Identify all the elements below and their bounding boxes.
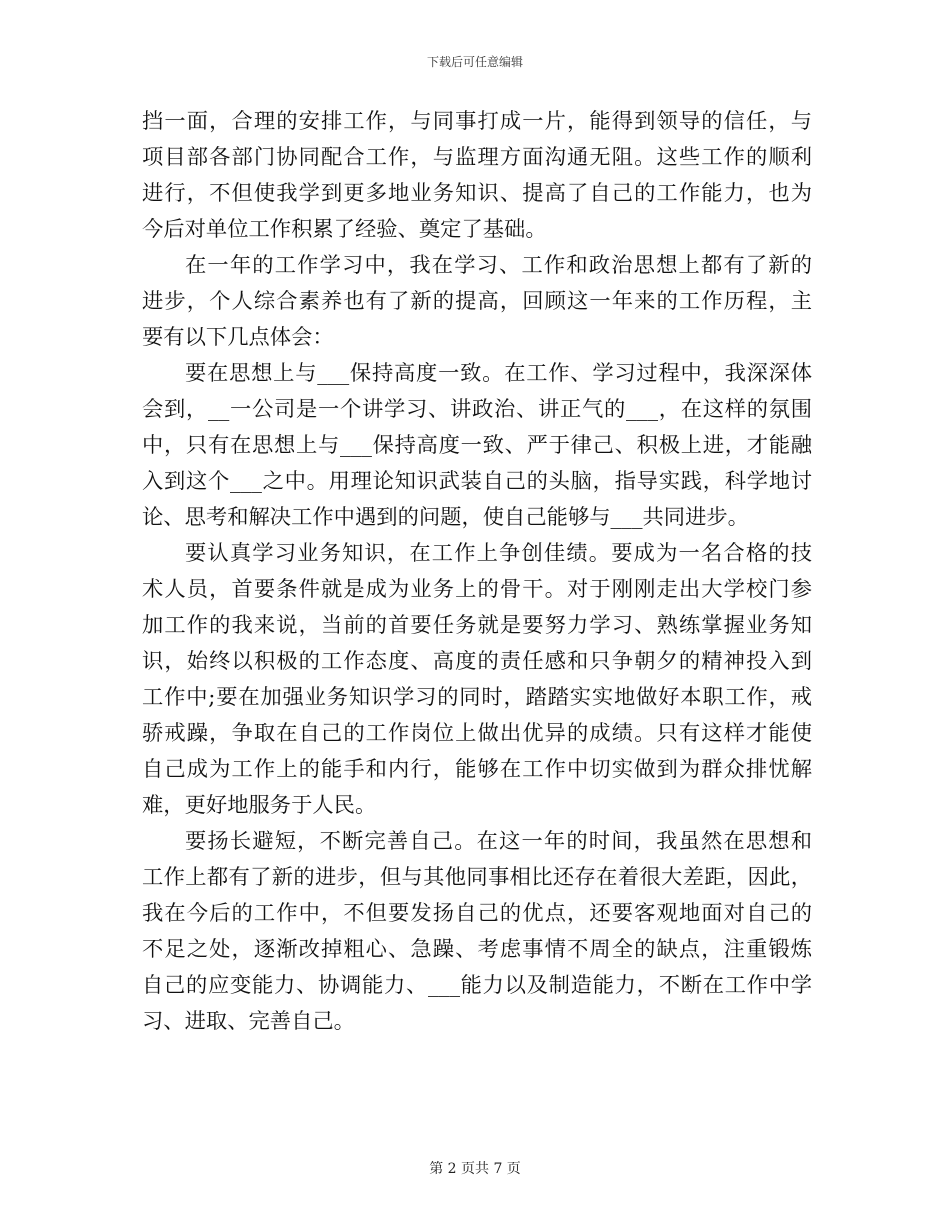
text-line: 要在思想上与___保持高度一致。在工作、学习过程中，我深深体 xyxy=(185,361,812,386)
paragraph xyxy=(142,104,812,248)
text-line: 在一年的工作学习中，我在学习、工作和政治思想上都有了新的 xyxy=(185,253,812,278)
text-line: 工作上都有了新的进步，但与其他同事相比还存在着很大差距，因此， xyxy=(142,865,812,890)
page-number-footer: 第 2 页共 7 页 xyxy=(429,1161,521,1177)
page-header: 下载后可任意编辑 xyxy=(426,55,523,69)
text-line: 今后对单位工作积累了经验、奠定了基础。 xyxy=(142,217,547,242)
text-line: 不足之处，逐渐改掉粗心、急躁、考虑事情不周全的缺点，注重锻炼 xyxy=(142,937,812,962)
text-line: 挡一面，合理的安排工作，与同事打成一片，能得到领导的信任，与 xyxy=(142,109,812,134)
paragraph xyxy=(142,536,812,824)
text-line: 自己成为工作上的能手和内行，能够在工作中切实做到为群众排忧解 xyxy=(142,757,812,782)
text-line: 识，始终以积极的工作态度、高度的责任感和只争朝夕的精神投入到 xyxy=(142,649,812,674)
text-line: 会到，__一公司是一个讲学习、讲政治、讲正气的___，在这样的氛围 xyxy=(142,397,812,422)
paragraph xyxy=(142,356,812,536)
text-line: 术人员，首要条件就是成为业务上的骨干。对于刚刚走出大学校门参 xyxy=(142,577,812,602)
text-line: 我在今后的工作中，不但要发扬自己的优点，还要客观地面对自己的 xyxy=(142,901,812,926)
text-line: 难，更好地服务于人民。 xyxy=(142,793,377,818)
text-line: 论、思考和解决工作中遇到的问题，使自己能够与___共同进步。 xyxy=(142,505,749,530)
text-line: 习、进取、完善自己。 xyxy=(142,1009,355,1034)
text-line: 中，只有在思想上与___保持高度一致、严于律己、积极上进，才能融 xyxy=(142,433,812,458)
text-line: 自己的应变能力、协调能力、___能力以及制造能力，不断在工作中学 xyxy=(142,973,812,998)
text-line: 加工作的我来说，当前的首要任务就是要努力学习、熟练掌握业务知 xyxy=(142,613,812,638)
text-line: 要认真学习业务知识，在工作上争创佳绩。要成为一名合格的技 xyxy=(185,541,812,566)
text-line: 要扬长避短，不断完善自己。在这一年的时间，我虽然在思想和 xyxy=(185,829,812,854)
text-line: 要有以下几点体会： xyxy=(142,325,334,350)
text-line: 工作中;要在加强业务知识学习的同时，踏踏实实地做好本职工作，戒 xyxy=(142,685,812,710)
text-line: 进步，个人综合素养也有了新的提高，回顾这一年来的工作历程，主 xyxy=(142,289,812,314)
text-line: 入到这个___之中。用理论知识武装自己的头脑，指导实践，科学地讨 xyxy=(142,469,812,494)
text-line: 骄戒躁，争取在自己的工作岗位上做出优异的成绩。只有这样才能使 xyxy=(142,721,812,746)
paragraph xyxy=(142,824,812,1040)
paragraph xyxy=(142,248,812,356)
document-body xyxy=(142,104,812,1040)
text-line: 项目部各部门协同配合工作，与监理方面沟通无阻。这些工作的顺利 xyxy=(142,145,812,170)
text-line: 进行，不但使我学到更多地业务知识、提高了自己的工作能力，也为 xyxy=(142,181,812,206)
